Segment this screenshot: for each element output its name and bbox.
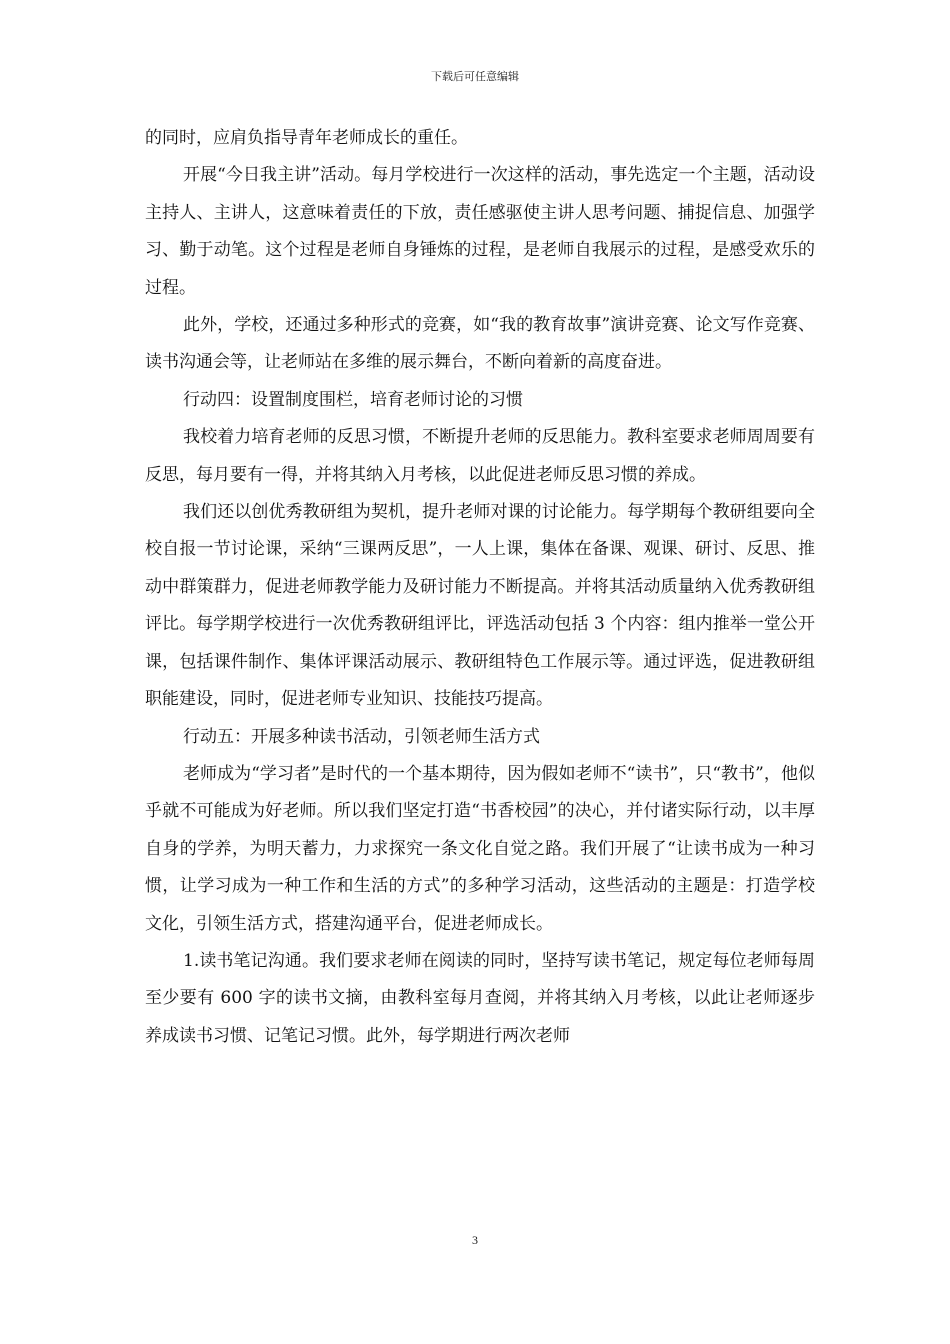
paragraph: 我校着力培育老师的反思习惯，不断提升老师的反思能力。教科室要求老师周周要有反思，每月要有一得，并将其纳入月考核，以此促进老师反思习惯的养成。 [145,427,815,485]
section-heading: 行动四：设置制度围栏，培育老师讨论的习惯 [183,389,523,410]
section-heading: 行动五：开展多种读书活动，引领老师生活方式 [183,726,540,747]
paragraph: 1.读书笔记沟通。我们要求老师在阅读的同时，坚持写读书笔记，规定每位老师每周至少要有 600 字的读书文摘，由教科室每月查阅，并将其纳入月考核，以此让老师逐步养成读书习惯、记笔记习惯。此外，每学期进行两次老师 [145,950,815,1046]
paragraph: 此外，学校，还通过多种形式的竞赛，如“我的教育故事”演讲竞赛、论文写作竞赛、读书沟通会等，让老师站在多维的展示舞台，不断向着新的高度奋进。 [145,315,815,373]
paragraph: 开展“今日我主讲”活动。每月学校进行一次这样的活动，事先选定一个主题，活动设主持人、主讲人，这意味着责任的下放，责任感驱使主讲人思考问题、捕捉信息、加强学习、勤于动笔。这个过程是老师自身锤炼的过程，是老师自我展示的过程，是感受欢乐的过程。 [145,165,815,298]
page-number: 3 [472,1233,478,1247]
page-header: 下载后可任意编辑 [431,70,519,83]
paragraph: 我们还以创优秀教研组为契机，提升老师对课的讨论能力。每学期每个教研组要向全校自报一节讨论课，采纳“三课两反思”，一人上课，集体在备课、观课、研讨、反思、推动中群策群力，促进老师教学能力及研讨能力不断提高。并将其活动质量纳入优秀教研组评比。每学期学校进行一次优秀教研组评比，评选活动包括 3 个内容：组内推举一堂公开课，包括课件制作、集体评课活动展示、教研组特色工作展示等。通过评选，促进教研组职能建设，同时，促进老师专业知识、技能技巧提高。 [145,502,815,710]
document-body [145,120,815,1055]
paragraph: 的同时，应肩负指导青年老师成长的重任。 [145,128,468,148]
paragraph: 老师成为“学习者”是时代的一个基本期待，因为假如老师不“读书”，只“教书”，他似乎就不可能成为好老师。所以我们坚定打造“书香校园”的决心，并付诸实际行动，以丰厚自身的学养，为明天蓄力，力求探究一条文化自觉之路。我们开展了“让读书成为一种习惯，让学习成为一种工作和生活的方式”的多种学习活动，这些活动的主题是：打造学校文化，引领生活方式，搭建沟通平台，促进老师成长。 [145,763,815,934]
